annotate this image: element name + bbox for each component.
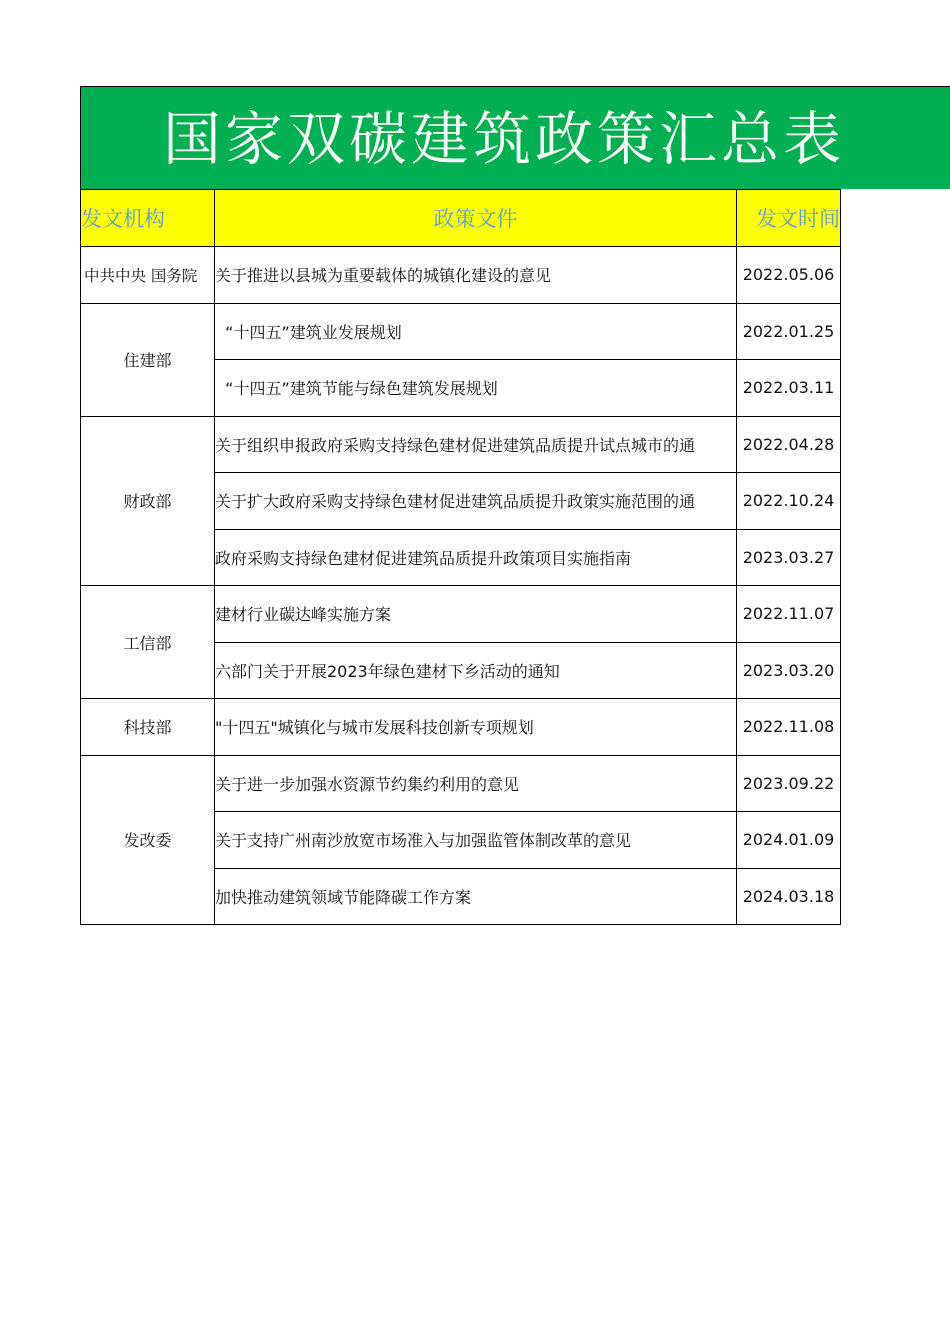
page-title: 国家双碳建筑政策汇总表 [163, 105, 846, 173]
agency-cell: 发改委 [81, 755, 215, 925]
header-date: 发文时间 [737, 190, 841, 247]
date-cell: 2022.11.08 [737, 699, 841, 756]
document-cell: “十四五”建筑节能与绿色建筑发展规划 [215, 360, 737, 417]
agency-cell: 科技部 [81, 699, 215, 756]
document-cell: 关于推进以县城为重要载体的城镇化建设的意见 [215, 247, 737, 304]
date-cell: 2022.04.28 [737, 416, 841, 473]
agency-cell: 住建部 [81, 303, 215, 416]
table-row [81, 247, 841, 304]
document-cell: 六部门关于开展2023年绿色建材下乡活动的通知 [215, 642, 737, 699]
table-row [81, 303, 841, 360]
header-document: 政策文件 [215, 190, 737, 247]
date-cell: 2023.03.20 [737, 642, 841, 699]
document-cell: "十四五"城镇化与城市发展科技创新专项规划 [215, 699, 737, 756]
document-cell: 关于支持广州南沙放宽市场准入与加强监管体制改革的意见 [215, 812, 737, 869]
document-cell: 关于组织申报政府采购支持绿色建材促进建筑品质提升试点城市的通 [215, 416, 737, 473]
document-cell: “十四五”建筑业发展规划 [215, 303, 737, 360]
date-cell: 2022.11.07 [737, 586, 841, 643]
agency-cell: 工信部 [81, 586, 215, 699]
table-row [81, 699, 841, 756]
date-cell: 2024.03.18 [737, 868, 841, 925]
document-cell: 政府采购支持绿色建材促进建筑品质提升政策项目实施指南 [215, 529, 737, 586]
header-agency: 发文机构 [81, 190, 215, 247]
agency-cell: 财政部 [81, 416, 215, 586]
document-cell: 关于进一步加强水资源节约集约利用的意见 [215, 755, 737, 812]
table-row [81, 755, 841, 812]
date-cell: 2022.01.25 [737, 303, 841, 360]
date-cell: 2022.10.24 [737, 473, 841, 530]
document-cell: 加快推动建筑领域节能降碳工作方案 [215, 868, 737, 925]
date-cell: 2023.03.27 [737, 529, 841, 586]
table-row [81, 586, 841, 643]
agency-cell: 中共中央 国务院 [81, 247, 215, 304]
document-cell: 建材行业碳达峰实施方案 [215, 586, 737, 643]
title-banner [80, 86, 950, 189]
date-cell: 2023.09.22 [737, 755, 841, 812]
header-row [81, 190, 841, 247]
table-row [81, 416, 841, 473]
date-cell: 2022.03.11 [737, 360, 841, 417]
date-cell: 2024.01.09 [737, 812, 841, 869]
policy-table [80, 189, 841, 925]
date-cell: 2022.05.06 [737, 247, 841, 304]
document-cell: 关于扩大政府采购支持绿色建材促进建筑品质提升政策实施范围的通 [215, 473, 737, 530]
